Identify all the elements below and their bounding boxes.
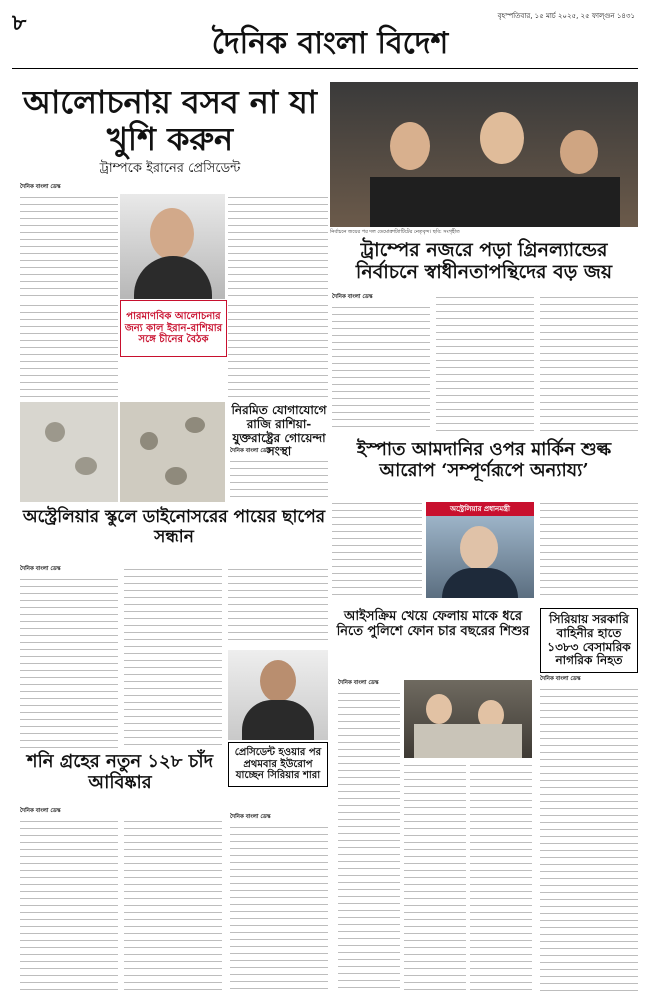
story1-body-col3 [228,302,328,400]
story2-caption: নির্বাচনে জয়ের পর দল ডেমোক্রাট্যাটিটের নেতৃবৃন্দ। ছবি: সংগৃহীত [330,229,460,235]
footprints-photo-2 [120,402,225,502]
story1-body-col1 [20,194,118,299]
footprints-photo-1 [20,402,118,502]
story3-body-col1 [332,500,422,600]
story7-headline: আইসক্রিম খেয়ে ফেলায় মাকে ধরে নিতে পুলিশে ফোন চার বছরের শিশুর [336,609,530,639]
story1-headline: আলোচনায় বসব না যা খুশি করুন [22,83,318,158]
story7-body-col2 [404,762,466,994]
story2-photo [330,82,638,227]
story1-body-col1b [20,302,118,400]
story5-byline: দৈনিক বাংলা ডেস্ক [20,808,61,814]
story7-byline: দৈনিক বাংলা ডেস্ক [338,680,379,686]
story2-byline: দৈনিক বাংলা ডেস্ক [332,294,373,300]
story1-byline: দৈনিক বাংলা ডেস্ক [20,184,61,190]
story8-byline: দৈনিক বাংলা ডেস্ক [540,676,581,682]
story7-body-col1 [338,690,400,994]
story3-headline: ইস্পাত আমদানির ওপর মার্কিন শুল্ক আরোপ ‘সম্পূর্ণরূপে অন্যায্য’ [356,439,612,481]
story4-body-col1 [20,576,118,748]
story4-byline: দৈনিক বাংলা ডেস্ক [20,566,61,572]
story1-callout2-body [230,458,328,502]
story1-callout2: নিরমিত যোগাযোগে রাজি রাশিয়া-যুক্তরাষ্ট্রের গোয়েন্দা সংস্থা [231,403,327,459]
story2-headline: ট্রাম্পের নজরে পড়া গ্রিনল্যান্ডের নির্বাচনে স্বাধীনতাপন্থিদের বড় জয় [355,239,613,283]
story7-body-col3 [470,762,532,994]
story2-body-col1 [332,304,430,432]
story5-body-col1 [20,818,118,994]
masthead: দৈনিক বাংলা বিদেশ [211,26,449,61]
masthead-rule [12,68,638,69]
story1-callout2-byline: দৈনিক বাংলা ডেস্ক [230,448,271,454]
story3-body-col2 [540,500,638,600]
story7-photo [404,680,532,758]
story6-byline: দৈনিক বাংলা ডেস্ক [230,814,271,820]
story4-body-col3 [228,566,328,646]
story1-callout: পারমাণবিক আলোচনার জন্য কাল ইরান-রাশিয়ার সঙ্গে চীনের বৈঠক [120,300,227,357]
story5-headline: শনি গ্রহের নতুন ১২৮ চাঁদ আবিষ্কার [26,751,214,793]
story2-body-col2 [436,294,534,432]
story1-body-col2 [228,194,328,299]
story3-photo [426,516,534,598]
story8-headline: সিরিয়ায় সরকারি বাহিনীর হাতে ১৩৮৩ বেসামরিক নাগরিক নিহত [540,608,638,673]
story3-label: অস্ট্রেলিয়ার প্রধানমন্ত্রী [426,502,534,516]
page-number: ৮ [12,10,27,36]
story1-subhead: ট্রাম্পকে ইরানের প্রেসিডেন্ট [99,161,241,176]
story6-headline: প্রেসিডেন্ট হওয়ার পর প্রথমবার ইউরোপ যাচ্ছেন সিরিয়ার শারা [228,742,328,787]
story8-body [540,686,638,994]
story6-photo [228,650,328,740]
story2-body-col3 [540,294,638,432]
story4-headline: অস্ট্রেলিয়ার স্কুলে ডাইনোসরের পায়ের ছাপের সন্ধান [22,507,326,547]
story6-body [230,824,328,994]
story1-photo [120,194,225,299]
story4-body-col2 [124,566,222,748]
story5-body-col2 [124,818,222,994]
dateline: বৃহস্পতিবার, ১৫ মার্চ ২০২৫, ২৫ ফাল্গুন ১৪৩১ [497,12,635,20]
